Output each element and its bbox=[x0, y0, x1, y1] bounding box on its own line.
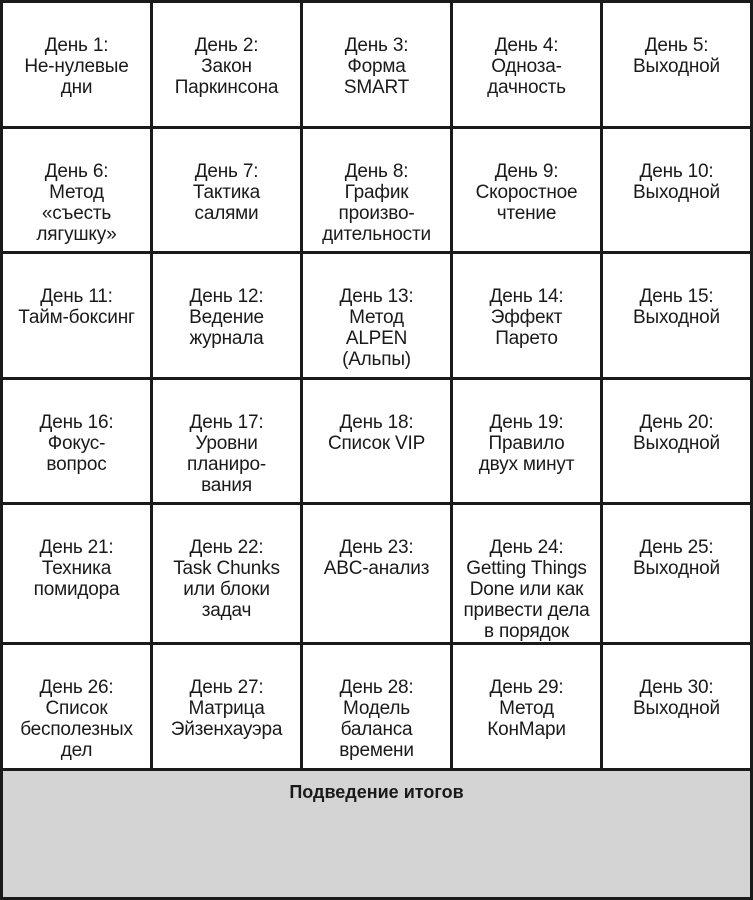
day-topic-line: Task Chunks bbox=[173, 558, 280, 580]
day-label: День 13: bbox=[339, 286, 414, 308]
day-label: День 19: bbox=[489, 411, 564, 433]
day-topic-line: Паркинсона bbox=[174, 77, 279, 98]
day-topic-line: помидора bbox=[33, 579, 120, 601]
day-topic-line: Выходной bbox=[633, 698, 720, 720]
day-topic-line: двух минут bbox=[478, 453, 575, 475]
day-cell-16 bbox=[3, 380, 150, 503]
day-label: День 26: bbox=[39, 677, 114, 699]
day-label: День 8: bbox=[344, 160, 409, 182]
day-cell-10 bbox=[603, 129, 750, 252]
day-cell-6 bbox=[3, 129, 150, 252]
day-label: День 10: bbox=[639, 160, 714, 182]
day-topic-line: Тайм-боксинг bbox=[18, 307, 135, 329]
day-label: День 18: bbox=[339, 411, 414, 433]
day-cell-21 bbox=[3, 505, 150, 642]
day-cell-11 bbox=[3, 254, 150, 377]
day-label: День 14: bbox=[489, 286, 564, 308]
day-topic-line: Список VIP bbox=[327, 432, 426, 454]
day-topic-line: или блоки bbox=[183, 579, 270, 601]
day-label: День 29: bbox=[489, 677, 564, 699]
day-topic-line: Метод bbox=[49, 181, 104, 203]
day-topic-line: Правило bbox=[488, 432, 565, 454]
day-cell-1 bbox=[3, 3, 150, 126]
day-cell-25 bbox=[603, 505, 750, 642]
day-topic-line: «съесть bbox=[41, 202, 112, 224]
day-cell-27 bbox=[153, 645, 300, 768]
day-topic-line: График bbox=[344, 181, 409, 203]
day-cell-22 bbox=[153, 505, 300, 642]
day-label: День 24: bbox=[489, 537, 564, 559]
day-topic-line: дительности bbox=[322, 223, 431, 245]
day-topic-line: в порядок bbox=[483, 621, 570, 643]
day-cell-9 bbox=[453, 129, 600, 252]
day-cell-19 bbox=[453, 380, 600, 503]
day-cell-23 bbox=[303, 505, 450, 642]
day-label: День 27: bbox=[189, 677, 264, 699]
day-label: День 1: bbox=[44, 35, 109, 56]
day-cell-28 bbox=[303, 645, 450, 768]
day-topic-line: Закон bbox=[201, 56, 252, 77]
day-cell-26 bbox=[3, 645, 150, 768]
day-topic-line: Не-нулевые bbox=[24, 56, 129, 77]
day-topic-line: (Альпы) bbox=[342, 349, 411, 371]
day-topic-line: ABC-анализ bbox=[323, 558, 430, 580]
day-topic-line: журнала bbox=[189, 328, 264, 350]
day-cell-29 bbox=[453, 645, 600, 768]
day-label: День 20: bbox=[639, 411, 714, 433]
day-topic-line: произво- bbox=[338, 202, 415, 224]
day-label: День 3: bbox=[344, 35, 409, 56]
day-label: День 17: bbox=[189, 411, 264, 433]
day-label: День 25: bbox=[639, 537, 714, 559]
day-topic-line: Скоростное bbox=[475, 181, 578, 203]
day-topic-line: Список bbox=[45, 698, 108, 720]
day-topic-line: КонМари bbox=[487, 719, 566, 741]
day-cell-18 bbox=[303, 380, 450, 503]
day-cell-30 bbox=[603, 645, 750, 768]
day-topic-line: Выходной bbox=[633, 56, 720, 77]
day-topic-line: Getting Things bbox=[466, 558, 587, 580]
day-cell-20 bbox=[603, 380, 750, 503]
day-cell-13 bbox=[303, 254, 450, 377]
day-cell-5 bbox=[603, 3, 750, 126]
day-topic-line: дни bbox=[60, 77, 93, 98]
day-label: День 30: bbox=[639, 677, 714, 699]
day-topic-line: планиро- bbox=[187, 453, 266, 475]
day-topic-line: ALPEN bbox=[345, 328, 408, 350]
day-topic-line: салями bbox=[194, 202, 259, 224]
day-topic-line: Метод bbox=[499, 698, 554, 720]
day-topic-line: задач bbox=[201, 600, 252, 622]
day-topic-line: Техника bbox=[41, 558, 112, 580]
day-topic-line: Метод bbox=[349, 307, 404, 329]
day-cell-15 bbox=[603, 254, 750, 377]
day-cell-24 bbox=[453, 505, 600, 642]
day-label: День 22: bbox=[189, 537, 264, 559]
day-cell-7 bbox=[153, 129, 300, 252]
day-topic-line: Выходной bbox=[633, 307, 720, 329]
day-label: День 21: bbox=[39, 537, 114, 559]
day-topic-line: Ведение bbox=[189, 307, 264, 329]
day-label: День 7: bbox=[194, 160, 259, 182]
day-cell-3 bbox=[303, 3, 450, 126]
day-cell-8 bbox=[303, 129, 450, 252]
day-label: День 5: bbox=[644, 35, 709, 56]
day-label: День 16: bbox=[39, 411, 114, 433]
day-topic-line: Выходной bbox=[633, 181, 720, 203]
day-topic-line: вопрос bbox=[46, 453, 107, 475]
day-topic-line: Эйзенхауэра bbox=[170, 719, 283, 741]
day-topic-line: Выходной bbox=[633, 432, 720, 454]
day-label: День 4: bbox=[494, 35, 559, 56]
day-label: День 6: bbox=[44, 160, 109, 182]
day-topic-line: Парето bbox=[495, 328, 558, 350]
day-label: День 9: bbox=[494, 160, 559, 182]
day-label: День 23: bbox=[339, 537, 414, 559]
days-grid bbox=[3, 3, 750, 768]
day-label: День 28: bbox=[339, 677, 414, 699]
day-topic-line: лягушку» bbox=[36, 223, 117, 245]
day-label: День 11: bbox=[40, 286, 113, 308]
day-topic-line: дел bbox=[60, 740, 93, 762]
day-cell-2 bbox=[153, 3, 300, 126]
day-label: День 12: bbox=[189, 286, 264, 308]
day-topic-line: времени bbox=[339, 740, 414, 762]
day-topic-line: привести дела bbox=[463, 600, 590, 622]
day-cell-14 bbox=[453, 254, 600, 377]
day-cell-4 bbox=[453, 3, 600, 126]
day-cell-12 bbox=[153, 254, 300, 377]
day-topic-line: SMART bbox=[343, 77, 410, 98]
day-topic-line: бесполезных bbox=[20, 719, 133, 741]
day-topic-line: Форма bbox=[347, 56, 406, 77]
day-topic-line: дачность bbox=[487, 77, 566, 98]
day-topic-line: Done или как bbox=[469, 579, 584, 601]
day-cell-17 bbox=[153, 380, 300, 503]
day-topic-line: Одноза- bbox=[491, 56, 562, 77]
day-topic-line: чтение bbox=[496, 202, 557, 224]
day-topic-line: Выходной bbox=[633, 558, 720, 580]
day-topic-line: Эффект bbox=[490, 307, 563, 329]
day-topic-line: Фокус- bbox=[47, 432, 106, 454]
day-topic-line: Матрица bbox=[188, 698, 265, 720]
day-topic-line: баланса bbox=[340, 719, 413, 741]
day-topic-line: Модель bbox=[343, 698, 410, 720]
day-topic-line: вания bbox=[201, 474, 252, 496]
day-topic-line: Тактика bbox=[192, 181, 261, 203]
day-topic-line: Уровни bbox=[195, 432, 258, 454]
summary-title: Подведение итогов bbox=[289, 782, 464, 802]
day-label: День 15: bbox=[639, 286, 714, 308]
summary-row bbox=[3, 771, 750, 897]
day-label: День 2: bbox=[194, 35, 259, 56]
